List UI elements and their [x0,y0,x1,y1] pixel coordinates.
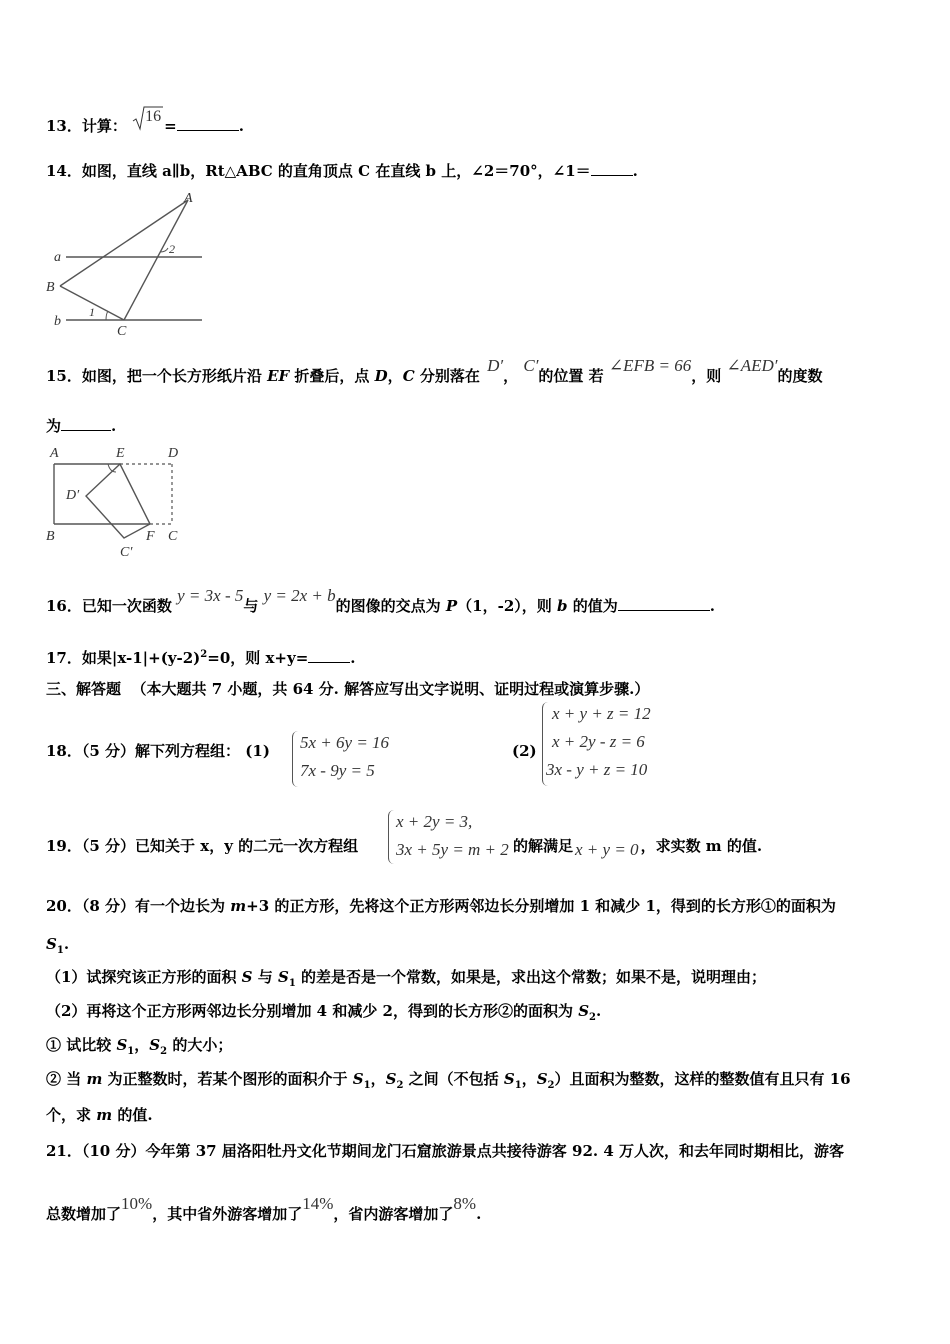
question-15-cont: 为 . [46,417,117,435]
q15-figure [44,442,194,562]
percent-total: 10% [121,1194,153,1213]
question-13: 13．计算： 16 = . [46,113,244,136]
equation: 3x + 5y = m + 2 [396,840,509,859]
equation: 3x - y + z = 10 [546,760,648,779]
equation: x + 2y = 3, [396,812,473,831]
q13-number: 13． [46,117,82,135]
vertex-label-B: B [46,280,55,295]
q20-number: 20． [46,897,82,915]
function-2: y = 2x + b [263,586,336,605]
angle-efb: ∠EFB = 66 [608,356,692,375]
equation-system-2 [542,702,672,786]
equation: x + 2y - z = 6 [552,732,645,751]
equation: x + y + z = 12 [552,704,651,723]
q15-number: 15． [46,367,82,385]
vertex-label-C: C [168,529,178,544]
d-prime: D′ [487,356,504,375]
question-14: 14．如图，直线 a∥b，Rt△ABC 的直角顶点 C 在直线 b 上，∠2＝70°，∠1＝ . [46,162,638,180]
answer-blank[interactable] [618,596,710,611]
percent-outside: 14% [302,1194,334,1213]
question-20-sub2: ② 当 m 为正整数时，若某个图形的面积介于 $S_1$，$S_2$ 之间（不包括 $S_1$，$S_2$）且面积为整数，这样的整数值有且只有 16 [46,1070,851,1091]
q14-number: 14． [46,162,82,180]
question-15: 15．如图，把一个长方形纸片沿 EF 折叠后，点 D，C 分别落在 D′， C′的位置 若 ∠EFB = 66，则 ∠AED′的度数 [46,356,823,385]
question-19-cont: 的解满足 x + y = 0 ，求实数 m 的值. [513,837,763,859]
answer-blank[interactable] [308,648,350,663]
equation: 7x - 9y = 5 [300,761,375,780]
condition: x + y = 0 [575,840,639,859]
equation-system-3 [388,810,512,864]
percent-inside: 8% [453,1194,477,1213]
question-19: 19．（5 分）已知关于 x，y 的二元一次方程组 [46,837,359,855]
question-18: 18．（5 分）解下列方程组： (1) [46,742,270,760]
answer-blank[interactable] [177,116,239,131]
answer-blank[interactable] [591,161,633,176]
function-1: y = 3x - 5 [177,586,244,605]
question-20-part2: （2）再将这个正方形两邻边长分别增加 4 和减少 2，得到的长方形②的面积为 $S_2$. [46,1002,602,1023]
angle-label-1: 1 [89,305,95,319]
section-desc: （本大题共 7 小题，共 64 分. 解答应写出文字说明、证明过程或演算步骤.） [131,680,650,698]
vertex-label-A: A [50,446,59,461]
vertex-label-D: D [168,446,179,461]
question-16: 16．已知一次函数 y = 3x - 5与 y = 2x + b的图像的交点为 P（1，-2），则 b 的值为 . [46,586,715,615]
question-20-line7: 个，求 m 的值. [46,1106,153,1124]
q21-number: 21． [46,1142,82,1160]
angle-label-2: 2 [169,242,175,256]
question-20-part1: （1）试探究该正方形的面积 S 与 $S_1$ 的差是否是一个常数，如果是，求出这个常数；如果不是，说明理由； [46,968,767,989]
q19-number: 19． [46,837,82,855]
line-label-b: b [54,314,61,329]
line-label-a: a [54,250,61,265]
vertex-label-D-prime: D′ [66,488,80,503]
vertex-label-E: E [116,446,125,461]
sqrt-expression [132,108,164,133]
q18-part2-label: (2) [512,742,537,760]
vertex-label-B: B [46,529,55,544]
equation: 5x + 6y = 16 [300,733,390,752]
vertex-label-C: C [117,324,127,339]
question-20-line2: $S_1$. [46,935,70,956]
c-prime: C′ [523,356,539,375]
question-20-sub1: ① 试比较 $S_1$，$S_2$ 的大小； [46,1036,233,1057]
angle-aed: ∠AED′ [726,356,778,375]
vertex-label-F: F [146,529,155,544]
q18-number: 18． [46,742,82,760]
question-20: 20．（8 分）有一个边长为 m+3 的正方形，先将这个正方形两邻边长分别增加 1 和减少 1，得到的长方形①的面积为 [46,897,836,915]
section-heading [46,679,649,699]
q14-figure [44,190,214,340]
equation-system-1 [292,731,402,787]
vertex-label-A: A [184,191,193,206]
q13-text: 计算： [81,117,127,135]
answer-blank[interactable] [61,416,111,431]
question-21-line2: 总数增加了10%，其中省外游客增加了14%，省内游客增加了8%. [46,1194,482,1223]
vertex-label-C-prime: C′ [120,545,133,560]
question-21: 21．（10 分）今年第 37 届洛阳牡丹文化节期间龙门石窟旅游景点共接待游客 92. 4 万人次，和去年同时期相比，游客 [46,1142,845,1160]
question-17: 17．如果$|x-1|+(y-2)^2=0$，则 x+y= . [46,649,356,667]
section-title: 三、解答题 [46,680,122,698]
sqrt-radicand: 16 [145,108,162,125]
q17-number: 17． [46,649,82,667]
q16-number: 16． [46,597,82,615]
q14-text: 如图，直线 a∥b，Rt△ABC 的直角顶点 C 在直线 b 上，∠2＝70°，∠1＝ [81,162,591,180]
